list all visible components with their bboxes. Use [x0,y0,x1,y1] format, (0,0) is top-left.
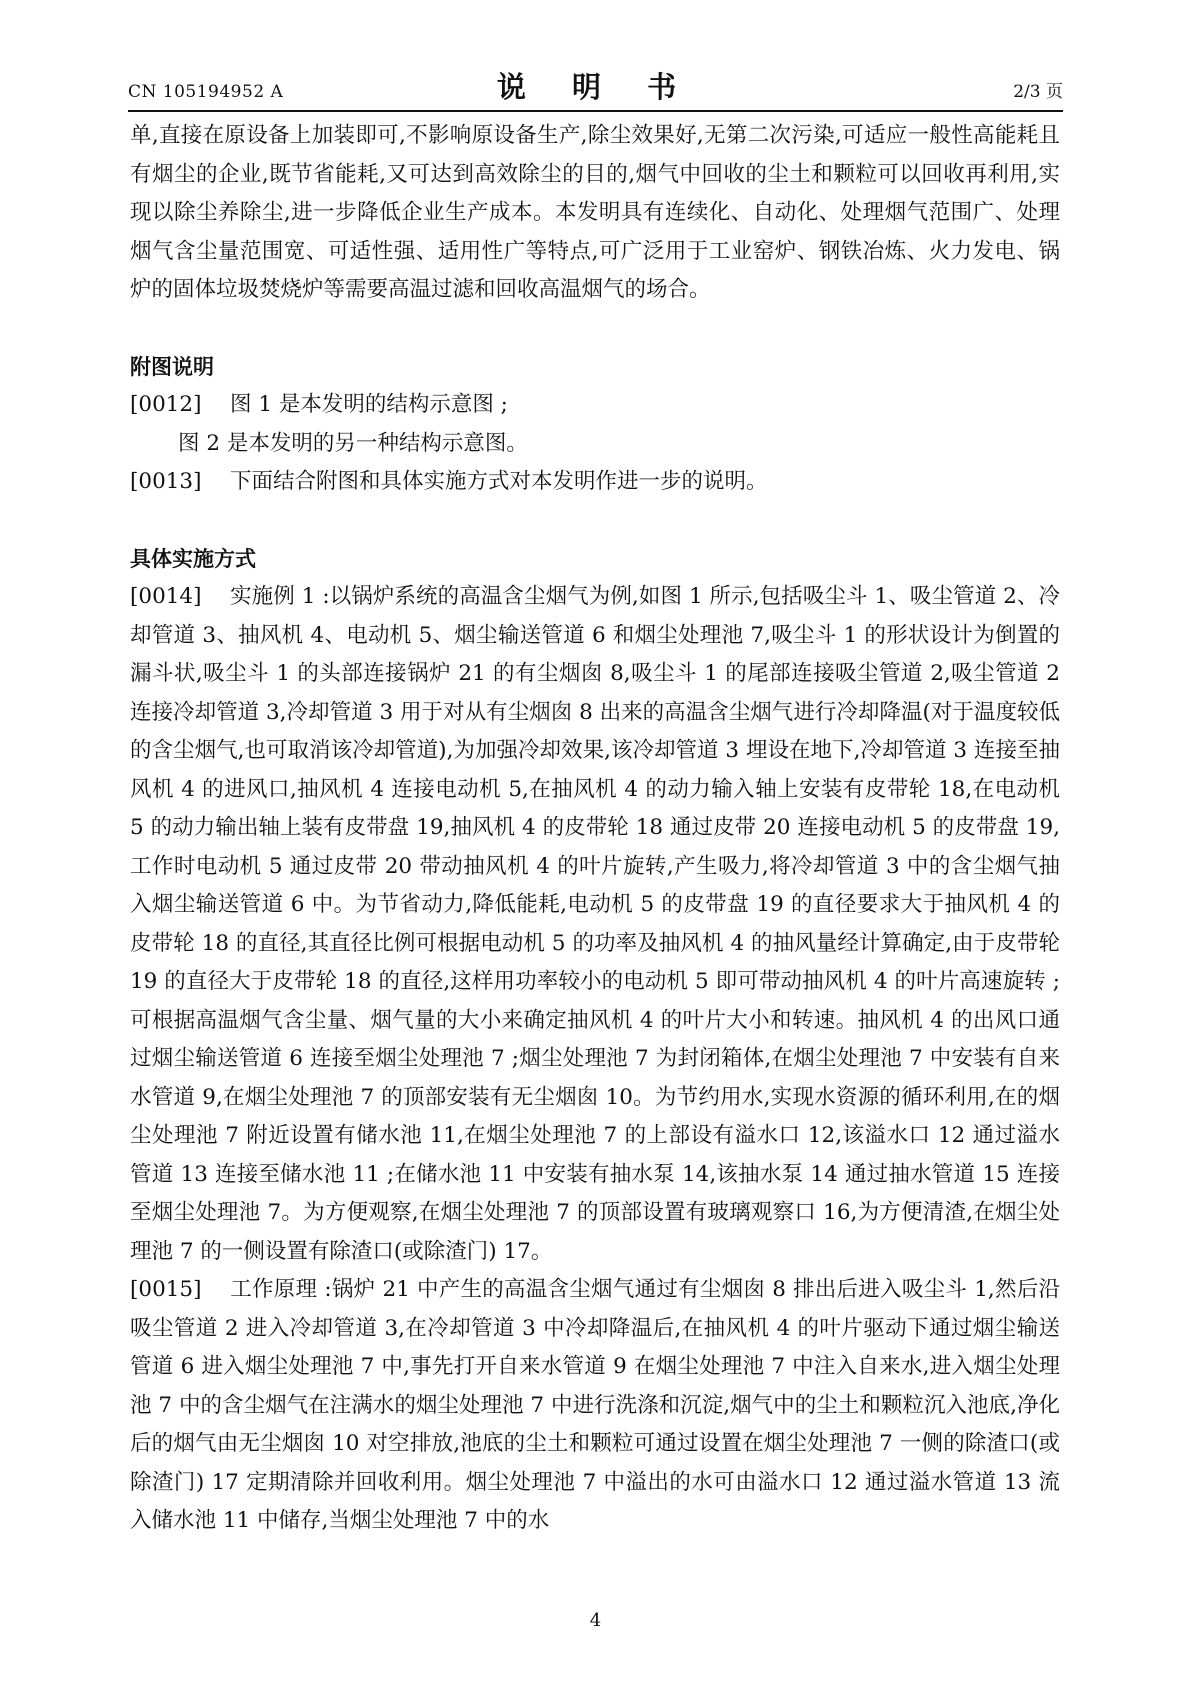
paragraph-0012 [130,386,1060,425]
patent-number: CN 105194952 A [128,82,284,102]
document-title: 说 明 书 [496,70,695,104]
page-indicator: 2/3 页 [1013,82,1063,102]
paragraph-number: [0013] [130,469,202,494]
paragraph-text: 图 1 是本发明的结构示意图 ; [230,392,508,417]
paragraph-text: 工作原理 :锅炉 21 中产生的高温含尘烟气通过有尘烟囱 8 排出后进入吸尘斗 1,然后沿吸尘管道 2 进入冷却管道 3,在冷却管道 3 中冷却降温后,在抽风机 4 的叶片驱动下通过烟尘输送管道 6 进入烟尘处理池 7 中,事先打开自来水管道 9 在烟尘处理池 7 中注入自来水,进入烟尘处理池 7 中的含尘烟气在注满水的烟尘处理池 7 中进行洗涤和沉淀,烟气中的尘土和颗粒沉入池底,净化后的烟气由无尘烟囱 10 对空排放,池底的尘土和颗粒可通过设置在烟尘处理池 7 一侧的除渣口(或除渣门) 17 定期清除并回收利用。烟尘处理池 7 中溢出的水可由溢水口 12 通过溢水管道 13 流入储水池 11 中储存,当烟尘处理池 7 中的水 [130,1277,1060,1533]
section-gap [130,310,1060,348]
section-heading-embodiment: 具体实施方式 [130,546,256,571]
intro-paragraph: 单,直接在原设备上加装即可,不影响原设备生产,除尘效果好,无第二次污染,可适应一般性高能耗且有烟尘的企业,既节省能耗,又可达到高效除尘的目的,烟气中回收的尘土和颗粒可以回收再利用,实现以除尘养除尘,进一步降低企业生产成本。本发明具有连续化、自动化、处理烟气范围广、处理烟气含尘量范围宽、可适性强、适用性广等特点,可广泛用于工业窑炉、钢铁冶炼、火力发电、锅炉的固体垃圾焚烧炉等需要高温过滤和回收高温烟气的场合。 [130,123,1060,302]
paragraph-number: [0015] [130,1277,202,1302]
section-heading-figures: 附图说明 [130,354,214,379]
paragraph-0013 [130,463,1060,502]
section-gap [130,502,1060,540]
page-header [128,66,1063,112]
paragraph-0014 [130,578,1060,1271]
paragraph-0015 [130,1271,1060,1541]
figure-2-description: 图 2 是本发明的另一种结构示意图。 [178,430,528,456]
page-number: 4 [589,1610,602,1631]
paragraph-number: [0012] [130,392,202,417]
paragraph-text: 实施例 1 :以锅炉系统的高温含尘烟气为例,如图 1 所示,包括吸尘斗 1、吸尘管道 2、冷却管道 3、抽风机 4、电动机 5、烟尘输送管道 6 和烟尘处理池 7,吸尘斗 1 的形状设计为倒置的漏斗状,吸尘斗 1 的头部连接锅炉 21 的有尘烟囱 8,吸尘斗 1 的尾部连接吸尘管道 2,吸尘管道 2 连接冷却管道 3,冷却管道 3 用于对从有尘烟囱 8 出来的高温含尘烟气进行冷却降温(对于温度较低的含尘烟气,也可取消该冷却管道),为加强冷却效果,该冷却管道 3 埋设在地下,冷却管道 3 连接至抽风机 4 的进风口,抽风机 4 连接电动机 5,在抽风机 4 的动力输入轴上安装有皮带轮 18,在电动机 5 的动力输出轴上装有皮带盘 19,抽风机 4 的皮带轮 18 通过皮带 20 连接电动机 5 的皮带盘 19,工作时电动机 5 通过皮带 20 带动抽风机 4 的叶片旋转,产生吸力,将冷却管道 3 中的含尘烟气抽入烟尘输送管道 6 中。为节省动力,降低能耗,电动机 5 的皮带盘 19 的直径要求大于抽风机 4 的皮带轮 18 的直径,其直径比例可根据电动机 5 的功率及抽风机 4 的抽风量经计算确定,由于皮带轮 19 的直径大于皮带轮 18 的直径,这样用功率较小的电动机 5 即可带动抽风机 4 的叶片高速旋转 ;可根据高温烟气含尘量、烟气量的大小来确定抽风机 4 的叶片大小和转速。抽风机 4 的出风口通过烟尘输送管道 6 连接至烟尘处理池 7 ;烟尘处理池 7 为封闭箱体,在烟尘处理池 7 中安装有自来水管道 9,在烟尘处理池 7 的顶部安装有无尘烟囱 10。为节约用水,实现水资源的循环利用,在的烟尘处理池 7 附近设置有储水池 11,在烟尘处理池 7 的上部设有溢水口 12,该溢水口 12 通过溢水管道 13 连接至储水池 11 ;在储水池 11 中安装有抽水泵 14,该抽水泵 14 通过抽水管道 15 连接至烟尘处理池 7。为方便观察,在烟尘处理池 7 的顶部设置有玻璃观察口 16,为方便清渣,在烟尘处理池 7 的一侧设置有除渣口(或除渣门) 17。 [130,584,1060,1264]
document-body [130,117,1060,1541]
paragraph-text: 下面结合附图和具体实施方式对本发明作进一步的说明。 [230,469,768,494]
paragraph-number: [0014] [130,584,202,609]
